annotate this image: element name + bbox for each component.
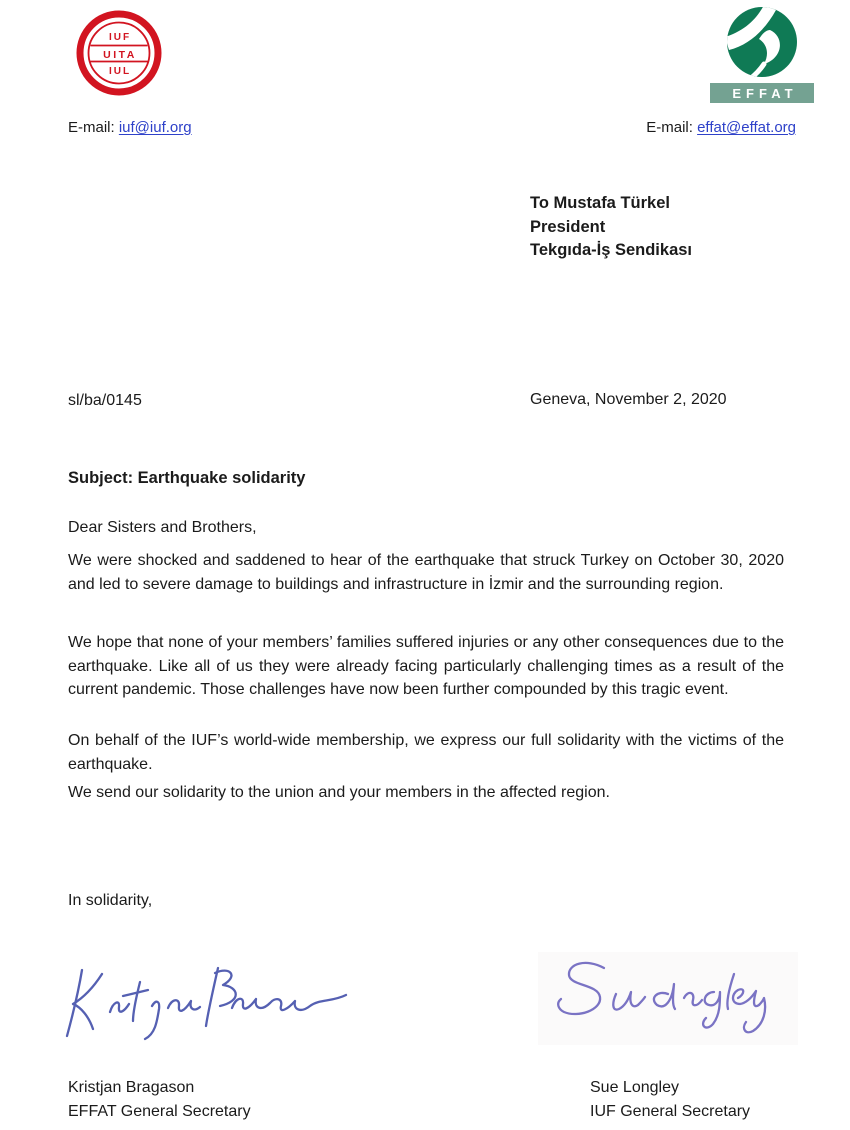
email-link-iuf[interactable]: iuf@iuf.org (118, 119, 192, 136)
signature-left-icon (60, 946, 360, 1046)
greeting: Dear Sisters and Brothers, (68, 519, 257, 536)
email-line-effat (646, 119, 796, 136)
recipient-role: President (530, 217, 606, 236)
reference-number: sl/ba/0145 (68, 392, 142, 409)
recipient-block (530, 192, 692, 263)
email-label-iuf: E-mail: (68, 119, 115, 136)
body-paragraph-3: On behalf of the IUF’s world-wide membership, we express our full solidarity with the victims of the earthquake. (68, 732, 784, 773)
signatory-right-title: IUF General Secretary (590, 1102, 751, 1120)
iuf-logo-icon (76, 10, 162, 96)
body-paragraph-1: We were shocked and saddened to hear of the earthquake that struck Turkey on October 30, 2020 and led to severe damage to buildings and infrastructure in İzmir and the surrounding region. (68, 552, 784, 593)
subject-line: Subject: Earthquake solidarity (68, 469, 306, 487)
signatory-right-block (590, 1076, 750, 1123)
date-line: Geneva, November 2, 2020 (530, 391, 727, 408)
closing-line: In solidarity, (68, 892, 153, 909)
iuf-logo-line2: UITA (103, 49, 137, 61)
recipient-organization: Tekgıda-İş Sendikası (530, 241, 693, 259)
iuf-logo (76, 10, 162, 101)
effat-logo-label: EFFAT (732, 86, 798, 101)
iuf-logo-line3: IUL (108, 66, 132, 77)
signature-left (60, 946, 360, 1051)
signatory-right-name: Sue Longley (590, 1079, 679, 1096)
iuf-logo-line1: IUF (108, 32, 132, 43)
email-link-effat[interactable]: effat@effat.org (697, 119, 796, 136)
effat-logo-icon (710, 4, 814, 104)
body-paragraph-4: We send our solidarity to the union and your members in the affected region. (68, 784, 610, 801)
email-line-iuf (68, 119, 192, 136)
signature-right (538, 952, 798, 1045)
signatory-left-block (68, 1076, 251, 1123)
signature-right-icon (538, 952, 798, 1040)
signatory-left-name: Kristjan Bragason (68, 1079, 195, 1096)
effat-logo (710, 4, 814, 109)
recipient-name: To Mustafa Türkel (530, 194, 670, 212)
email-label-effat: E-mail: (646, 119, 693, 136)
signatory-left-title: EFFAT General Secretary (68, 1102, 251, 1120)
body-paragraph-2: We hope that none of your members’ families suffered injuries or any other consequences due to the earthquake. Like all of us they were already facing particularly challenging times as a result of the current pandemic. Those challenges have now been further compounded by this tragic event. (68, 634, 784, 698)
